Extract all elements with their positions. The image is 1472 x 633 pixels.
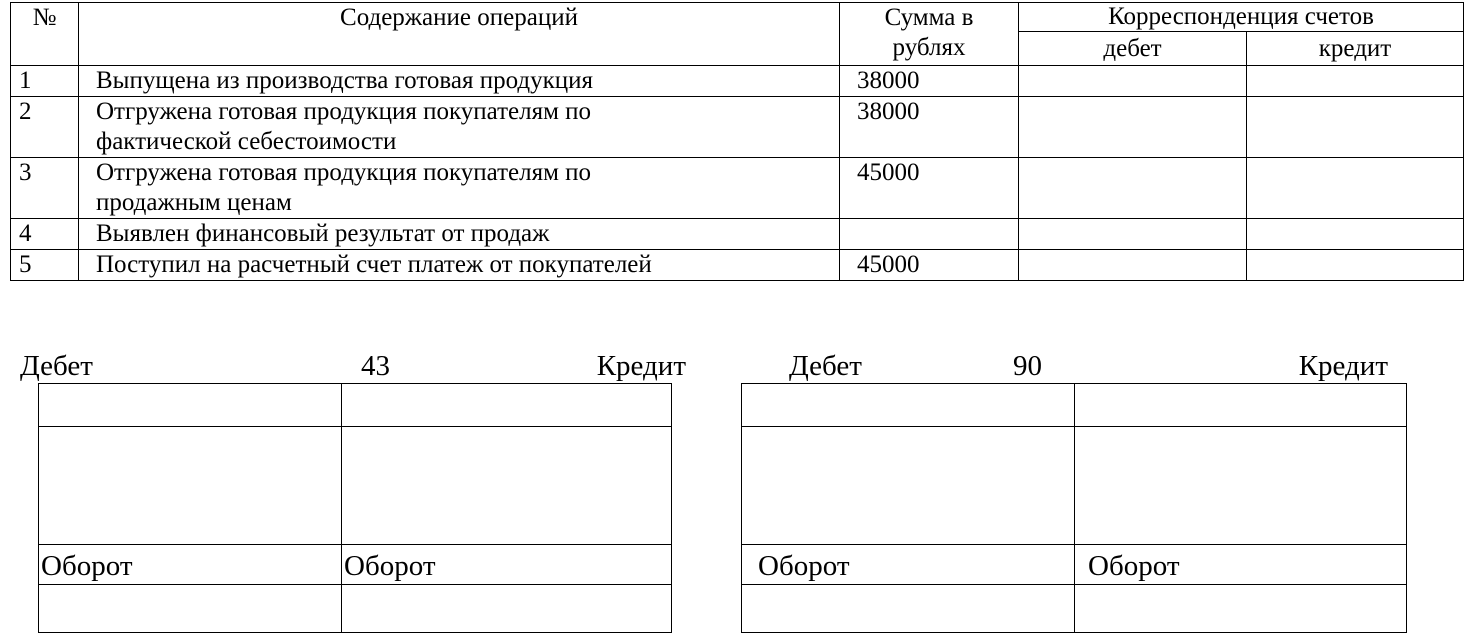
row-credit[interactable] <box>1247 97 1464 158</box>
account-number: 43 <box>361 350 390 382</box>
t-account-body <box>38 383 672 633</box>
credit-turnover-label: Оборот <box>344 550 436 582</box>
t-account-rule <box>742 426 1406 427</box>
table-row <box>11 66 1464 97</box>
row-debit[interactable] <box>1019 158 1247 219</box>
row-sum <box>840 219 1019 250</box>
t-account-body <box>741 383 1407 633</box>
t-account-90 <box>758 350 1388 582</box>
row-num: 3 <box>11 158 79 219</box>
header-num: № <box>11 3 79 66</box>
account-number: 90 <box>1013 350 1042 382</box>
t-account-header <box>789 350 1388 383</box>
t-account-divider <box>1074 384 1075 632</box>
row-credit[interactable] <box>1247 158 1464 219</box>
row-credit[interactable] <box>1247 66 1464 97</box>
row-sum: 38000 <box>840 97 1019 158</box>
row-num: 1 <box>11 66 79 97</box>
header-sum-line1: Сумма в <box>884 4 974 31</box>
row-debit[interactable] <box>1019 66 1247 97</box>
t-account-43 <box>20 350 686 582</box>
debit-turnover-label: Оборот <box>41 550 133 582</box>
debit-turnover-label: Оборот <box>758 550 850 582</box>
table-row <box>11 158 1464 219</box>
row-description: Отгружена готовая продукция покупателям по продажным ценам <box>79 158 840 219</box>
row-description: Поступил на расчетный счет платеж от покупателей <box>79 250 840 281</box>
operations-journal-table <box>10 2 1464 281</box>
header-debit: дебет <box>1019 32 1247 66</box>
row-debit[interactable] <box>1019 219 1247 250</box>
header-content: Содержание операций <box>79 3 840 66</box>
header-credit: кредит <box>1247 32 1464 66</box>
t-account-header <box>20 350 686 383</box>
row-sum: 38000 <box>840 66 1019 97</box>
header-correspondence: Корреспонденция счетов <box>1019 3 1464 32</box>
row-sum: 45000 <box>840 158 1019 219</box>
row-sum: 45000 <box>840 250 1019 281</box>
table-row <box>11 97 1464 158</box>
debit-label: Дебет <box>20 350 93 382</box>
table-row <box>11 219 1464 250</box>
row-credit[interactable] <box>1247 250 1464 281</box>
debit-label: Дебет <box>789 350 862 382</box>
t-account-divider <box>341 384 342 632</box>
t-account-rule <box>742 544 1406 545</box>
row-credit[interactable] <box>1247 219 1464 250</box>
row-num: 5 <box>11 250 79 281</box>
credit-label: Кредит <box>596 350 686 382</box>
credit-label: Кредит <box>1298 350 1388 382</box>
row-num: 2 <box>11 97 79 158</box>
row-description: Выпущена из производства готовая продукция <box>79 66 840 97</box>
row-debit[interactable] <box>1019 250 1247 281</box>
row-num: 4 <box>11 219 79 250</box>
row-description: Выявлен финансовый результат от продаж <box>79 219 840 250</box>
row-description: Отгружена готовая продукция покупателям по фактической себестоимости <box>79 97 840 158</box>
credit-turnover-label: Оборот <box>1088 550 1180 582</box>
table-header-row <box>11 3 1464 32</box>
header-sum <box>840 3 1019 66</box>
row-debit[interactable] <box>1019 97 1247 158</box>
t-account-rule <box>39 426 671 427</box>
table-row <box>11 250 1464 281</box>
t-account-rule <box>39 544 671 545</box>
header-sum-line2: рублях <box>892 34 966 61</box>
